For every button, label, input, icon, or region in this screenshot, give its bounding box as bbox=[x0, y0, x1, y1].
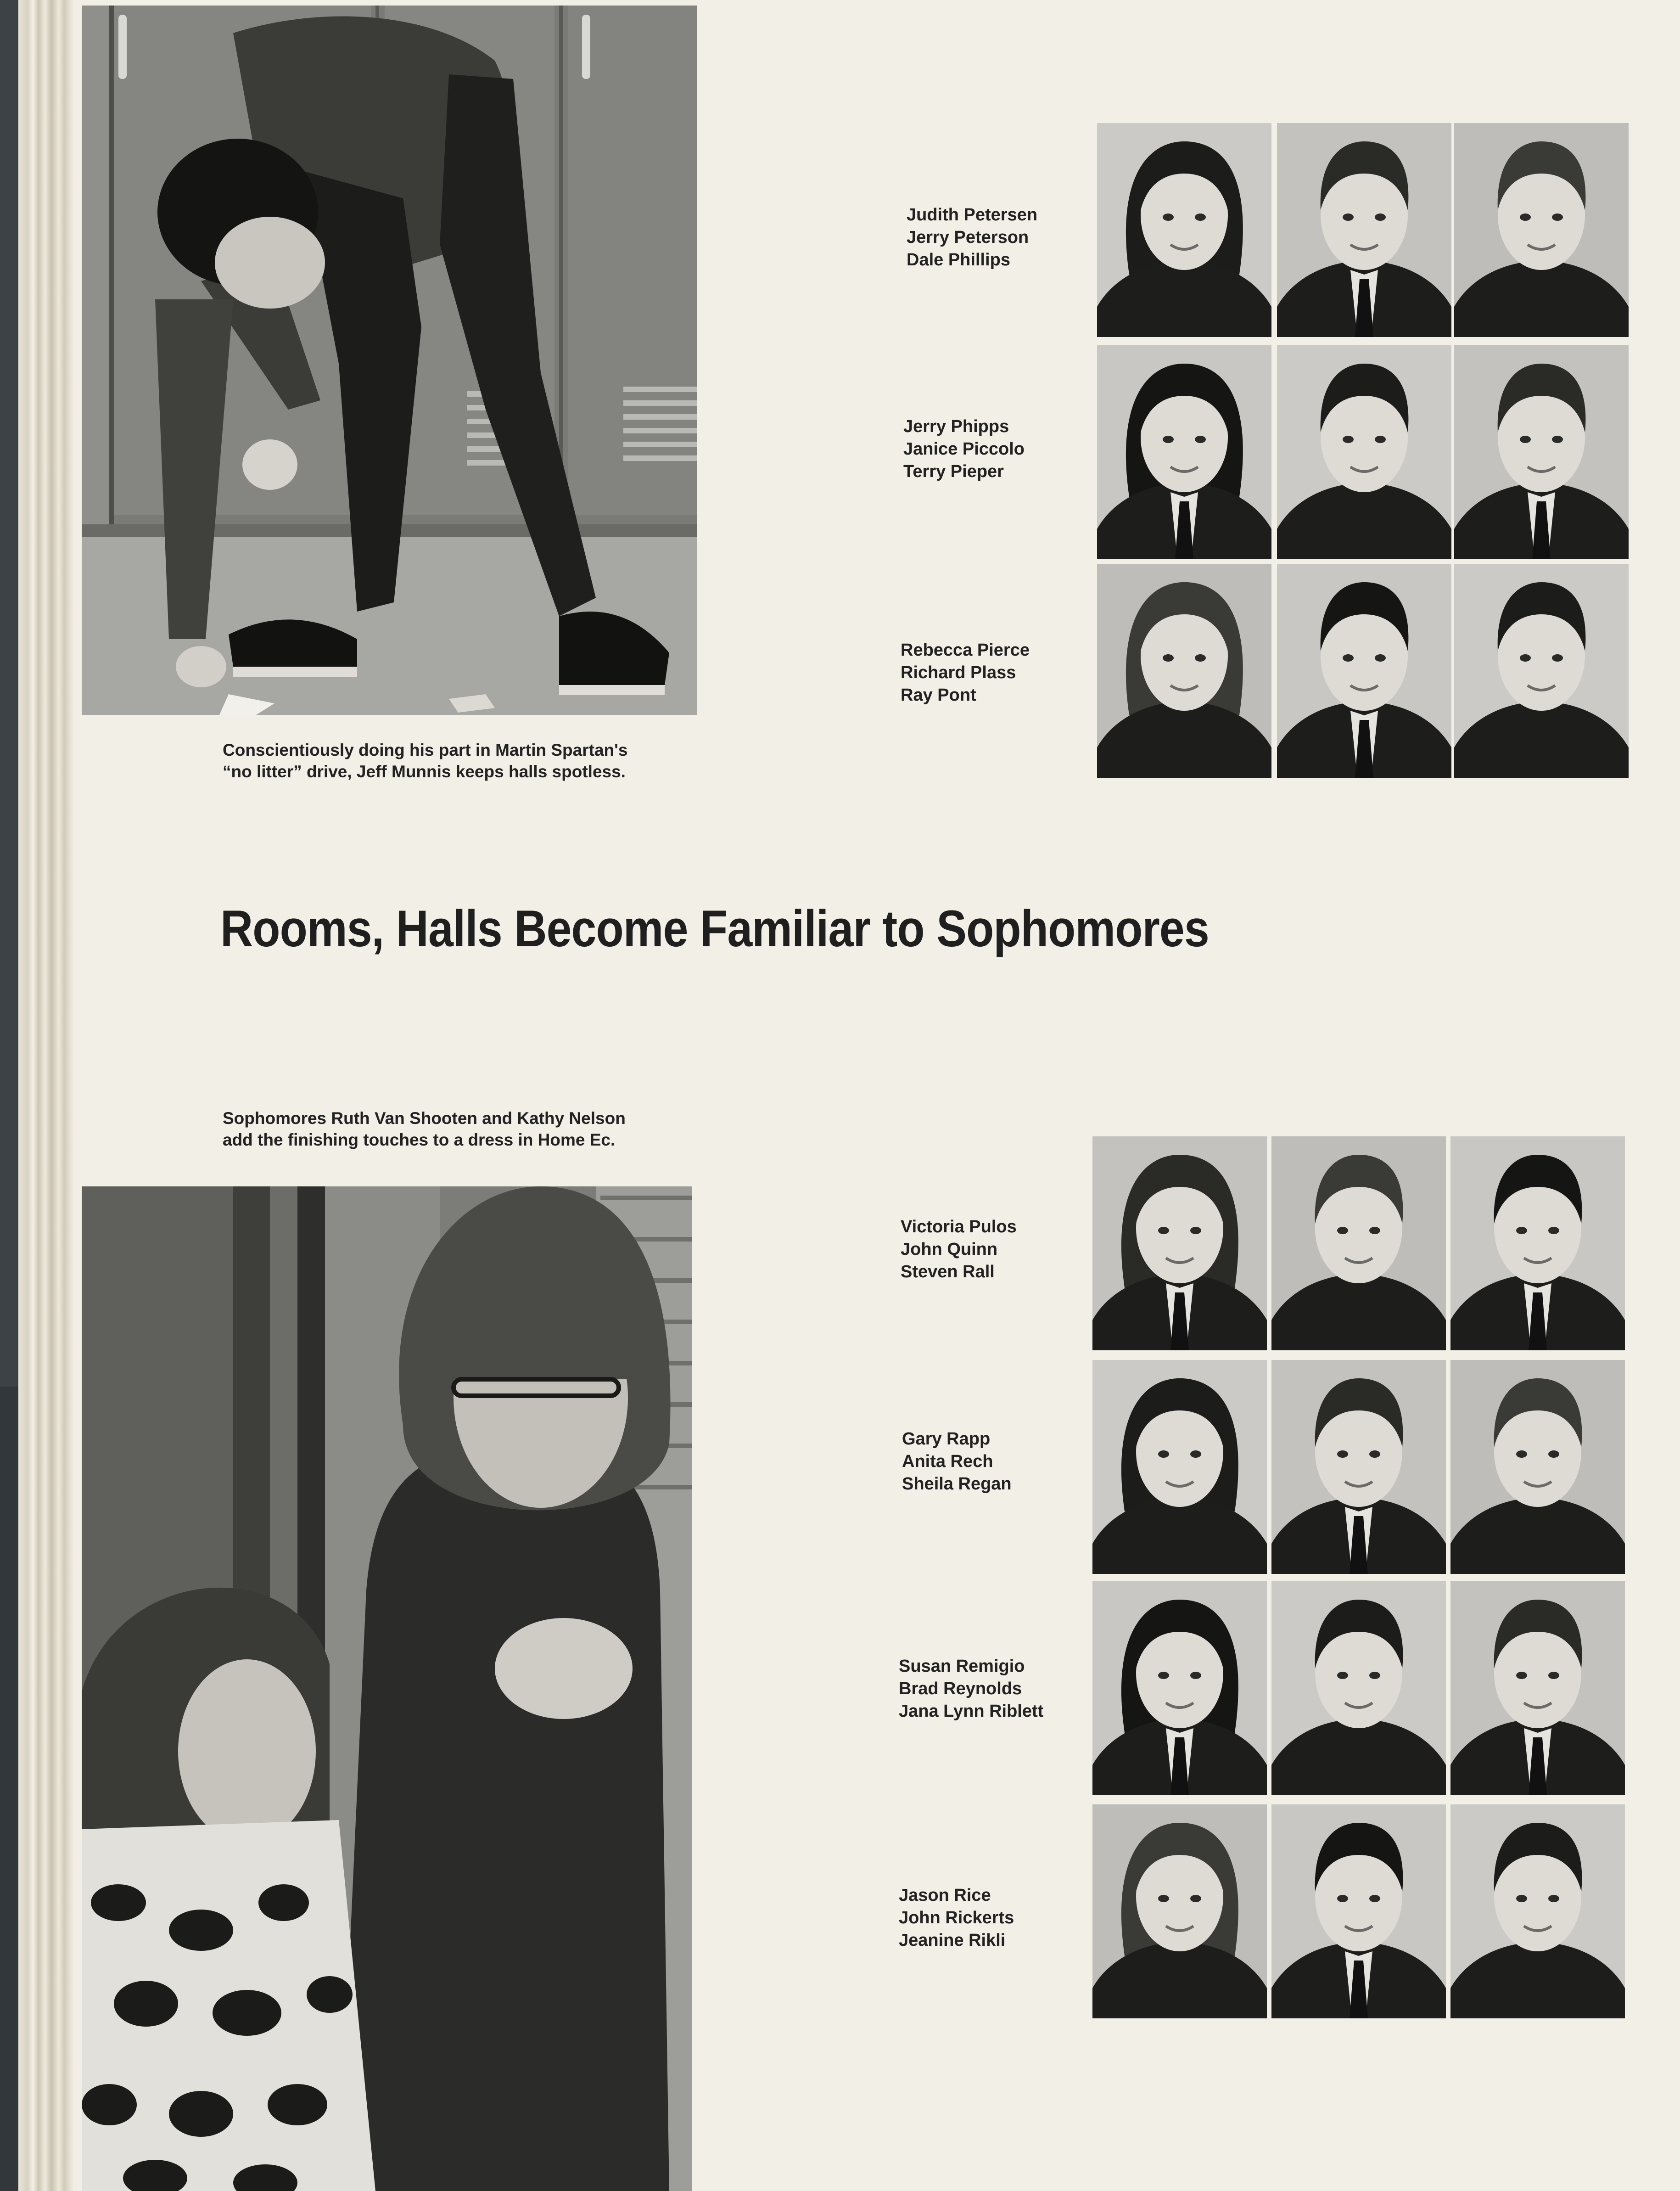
student-portrait bbox=[1454, 123, 1629, 337]
student-portrait bbox=[1450, 1581, 1625, 1795]
name-list bbox=[901, 639, 1030, 707]
student-portrait bbox=[1277, 564, 1451, 778]
student-name: Judith Petersen bbox=[907, 205, 1038, 225]
name-list bbox=[903, 416, 1025, 483]
student-name: Terry Pieper bbox=[903, 462, 1004, 481]
student-portrait bbox=[1097, 564, 1271, 778]
student-name: Victoria Pulos bbox=[901, 1217, 1017, 1236]
student-portrait bbox=[1092, 1581, 1267, 1795]
student-name: John Rickerts bbox=[899, 1908, 1014, 1927]
student-name: Janice Piccolo bbox=[903, 439, 1025, 459]
student-portrait bbox=[1454, 564, 1629, 778]
photo-litter-pickup bbox=[82, 6, 697, 715]
bottom-photo-caption: Sophomores Ruth Van Shooten and Kathy Nelson add the finishing touches to a dress in Home Ec. bbox=[223, 1109, 626, 1149]
student-portrait bbox=[1092, 1136, 1267, 1350]
photo-home-ec-sewing bbox=[82, 1186, 692, 2191]
student-name: Sheila Regan bbox=[902, 1474, 1012, 1494]
student-name: Gary Rapp bbox=[902, 1429, 991, 1449]
student-name: Jason Rice bbox=[899, 1886, 991, 1905]
student-name: Jeanine Rikli bbox=[899, 1931, 1006, 1950]
student-portrait bbox=[1454, 345, 1629, 559]
student-portrait bbox=[1450, 1804, 1625, 2018]
name-list bbox=[899, 1655, 1043, 1723]
top-photo-caption: Conscientiously doing his part in Martin Spartan's “no litter” drive, Jeff Munnis keeps halls spotless. bbox=[223, 741, 628, 781]
student-name: Richard Plass bbox=[901, 663, 1016, 682]
student-name: John Quinn bbox=[901, 1240, 998, 1259]
student-name: Anita Rech bbox=[902, 1452, 993, 1471]
student-portrait bbox=[1271, 1136, 1446, 1350]
student-portrait bbox=[1271, 1360, 1446, 1574]
student-portrait bbox=[1450, 1360, 1625, 1574]
student-portrait bbox=[1271, 1804, 1446, 2018]
student-name: Brad Reynolds bbox=[899, 1679, 1022, 1698]
student-name: Jana Lynn Riblett bbox=[899, 1702, 1044, 1721]
student-name: Steven Rall bbox=[901, 1262, 995, 1281]
student-name: Jerry Peterson bbox=[907, 228, 1029, 247]
student-portrait bbox=[1092, 1804, 1267, 2018]
name-list bbox=[901, 1216, 1017, 1283]
student-portrait bbox=[1271, 1581, 1446, 1795]
name-list bbox=[902, 1428, 1012, 1495]
student-name: Jerry Phipps bbox=[903, 417, 1009, 436]
student-portrait bbox=[1097, 345, 1271, 559]
page-headline: Rooms, Halls Become Familiar to Sophomores bbox=[220, 900, 1209, 957]
student-portrait bbox=[1450, 1136, 1625, 1350]
student-portrait bbox=[1277, 123, 1451, 337]
student-portrait bbox=[1097, 123, 1271, 337]
student-name: Ray Pont bbox=[901, 685, 976, 705]
student-portrait bbox=[1092, 1360, 1267, 1574]
student-portrait bbox=[1277, 345, 1451, 559]
student-name: Susan Remigio bbox=[899, 1657, 1025, 1676]
binding-shadow bbox=[0, 1387, 46, 2191]
name-list bbox=[907, 204, 1037, 271]
student-name: Dale Phillips bbox=[907, 250, 1010, 270]
name-list bbox=[899, 1884, 1014, 1952]
student-name: Rebecca Pierce bbox=[901, 640, 1030, 660]
